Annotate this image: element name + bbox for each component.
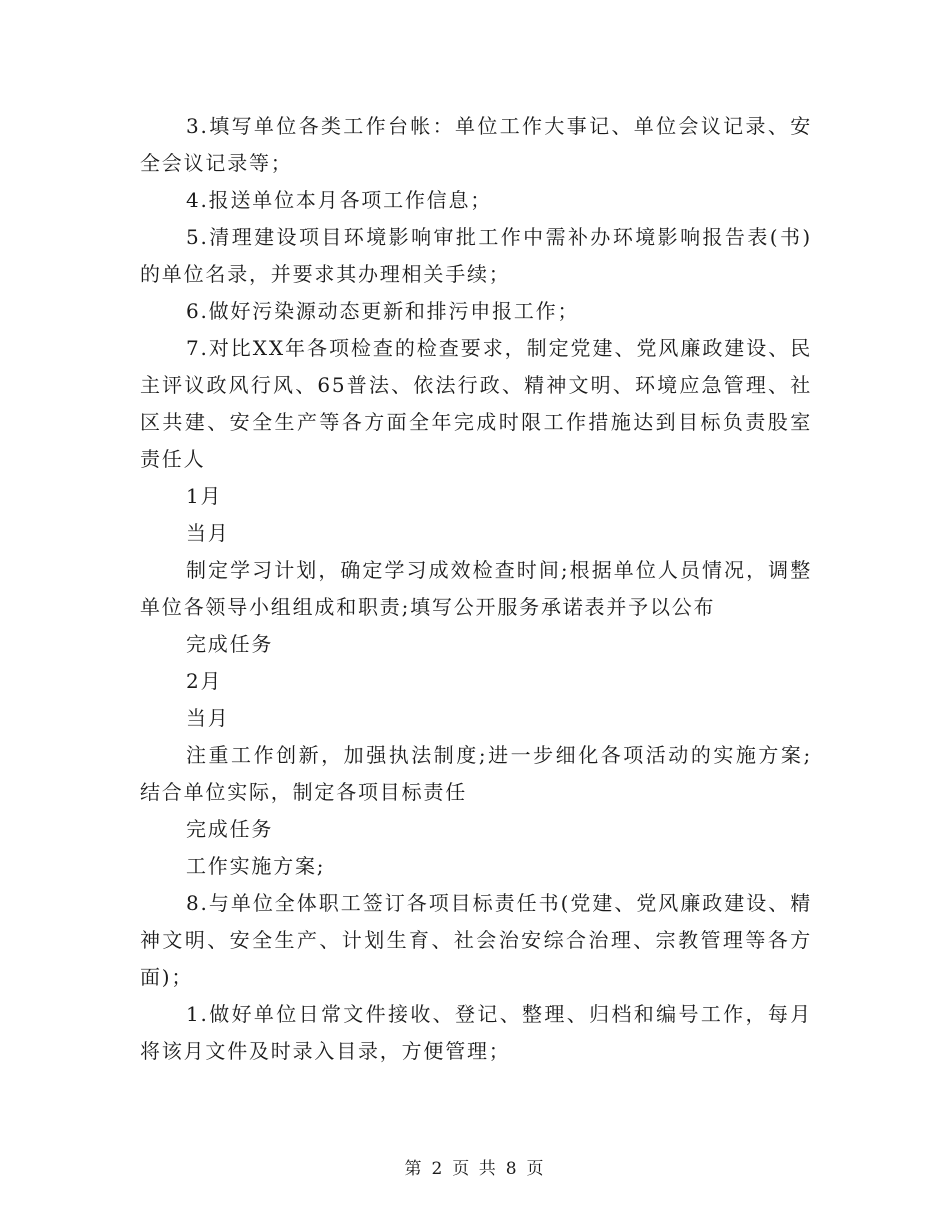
paragraph: 当月 xyxy=(186,521,230,545)
paragraph: 3.填写单位各类工作台帐：单位工作大事记、单位会议记录、安全会议记录等； xyxy=(140,114,812,175)
paragraph: 注重工作创新，加强执法制度;进一步细化各项活动的实施方案;结合单位实际，制定各项目标责任 xyxy=(140,743,812,804)
footer-prefix: 第 xyxy=(404,1159,424,1179)
footer-middle: 页 共 xyxy=(452,1159,498,1179)
paragraph: 制定学习计划，确定学习成效检查时间;根据单位人员情况，调整单位各领导小组组成和职责;填写公开服务承诺表并予以公布 xyxy=(140,558,812,619)
paragraph: 1.做好单位日常文件接收、登记、整理、归档和编号工作，每月将该月文件及时录入目录，方便管理； xyxy=(140,1002,812,1063)
paragraph: 7.对比XX年各项检查的检查要求，制定党建、党风廉政建设、民主评议政风行风、65普法、依法行政、精神文明、环境应急管理、社区共建、安全生产等各方面全年完成时限工作措施达到目标负责股室责任人 xyxy=(140,336,812,471)
total-pages-number: 8 xyxy=(505,1159,519,1179)
paragraph: 完成任务 xyxy=(186,817,274,841)
paragraph: 4.报送单位本月各项工作信息； xyxy=(186,188,493,212)
page-footer xyxy=(0,1154,950,1179)
paragraph: 6.做好污染源动态更新和排污申报工作； xyxy=(186,299,580,323)
paragraph: 2月 xyxy=(186,669,223,693)
document-body xyxy=(140,108,812,1070)
paragraph: 当月 xyxy=(186,706,230,730)
footer-suffix: 页 xyxy=(526,1159,546,1179)
current-page-number: 2 xyxy=(431,1159,445,1179)
paragraph: 1月 xyxy=(186,484,223,508)
paragraph: 工作实施方案; xyxy=(186,854,326,878)
paragraph: 完成任务 xyxy=(186,632,274,656)
paragraph: 8.与单位全体职工签订各项目标责任书(党建、党风廉政建设、精神文明、安全生产、计划生育、社会治安综合治理、宗教管理等各方面)； xyxy=(140,891,812,989)
paragraph: 5.清理建设项目环境影响审批工作中需补办环境影响报告表(书)的单位名录，并要求其办理相关手续； xyxy=(140,225,812,286)
